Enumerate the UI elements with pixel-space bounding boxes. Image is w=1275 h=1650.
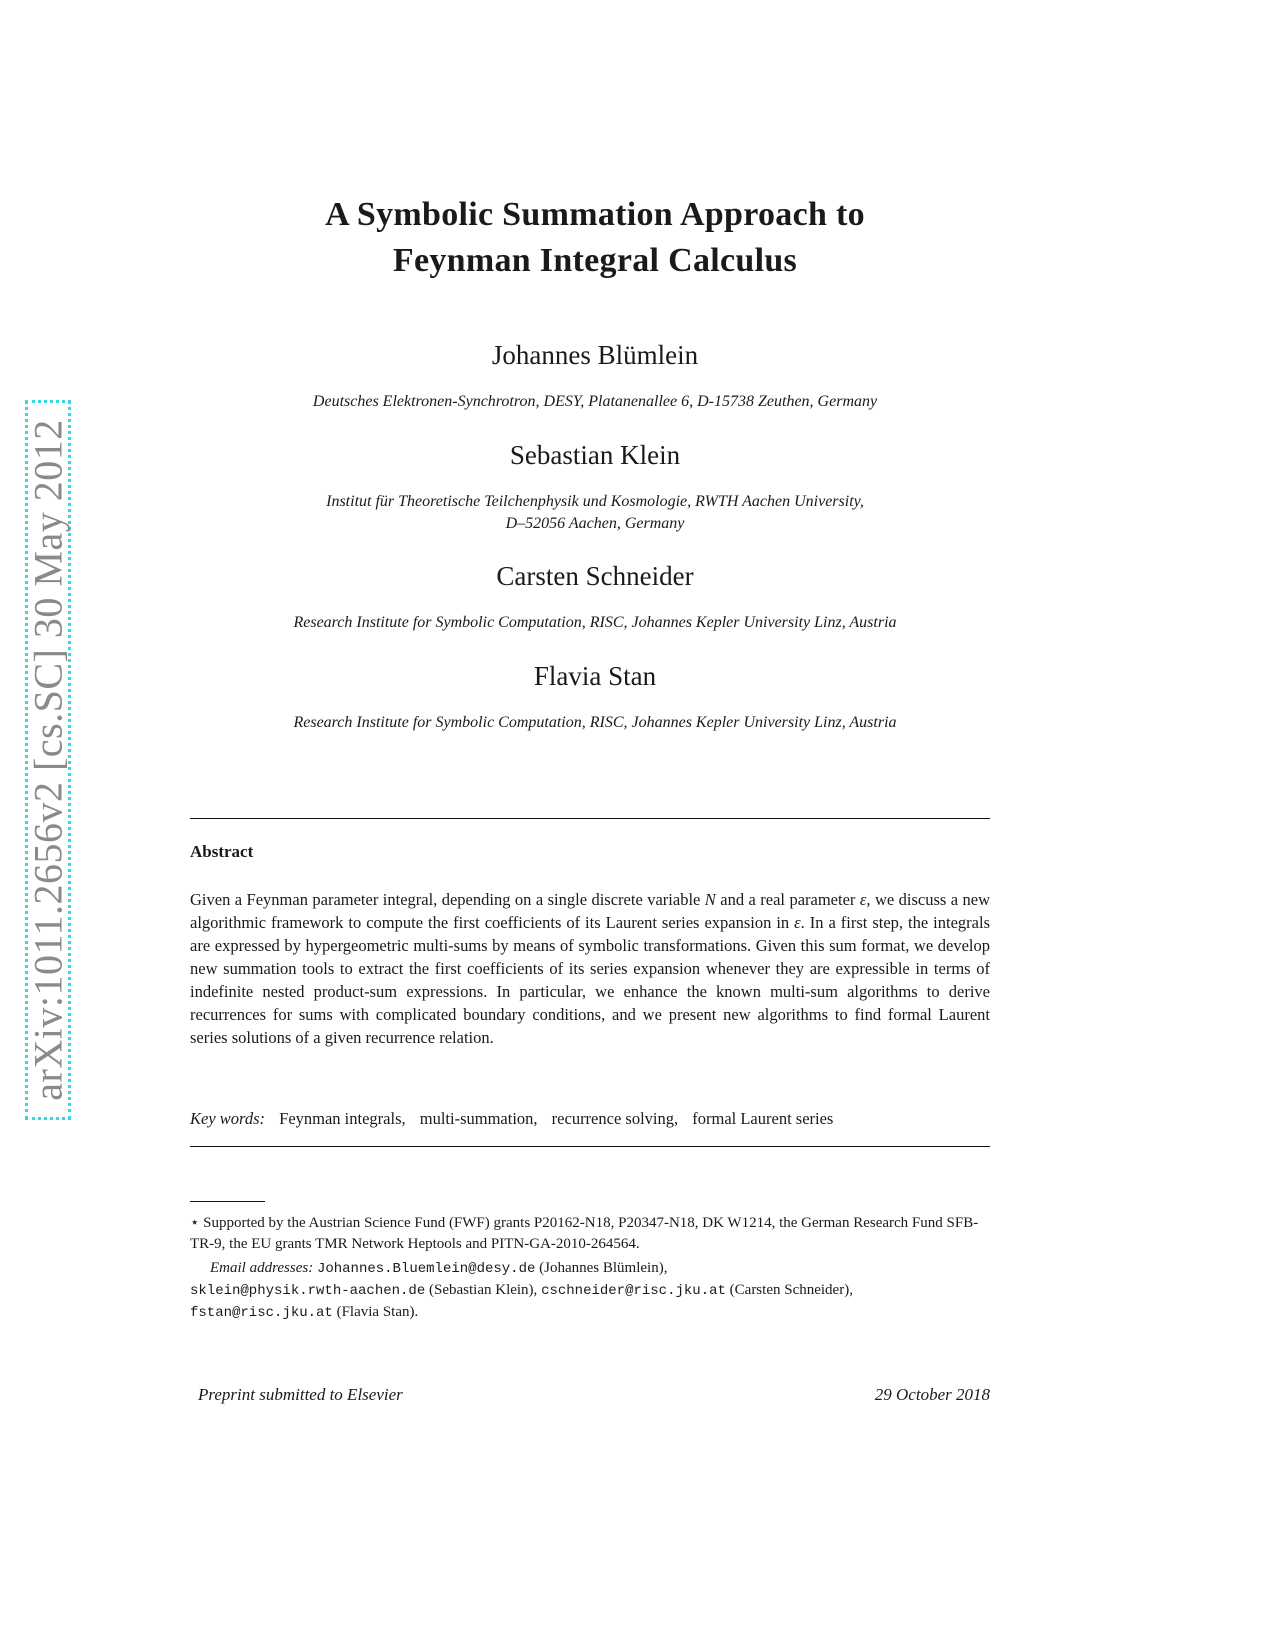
- affiliation-line: Institut für Theoretische Teilchenphysik und Kosmologie, RWTH Aachen University,: [326, 493, 864, 510]
- preprint-date: 29 October 2018: [874, 1385, 990, 1404]
- email-link[interactable]: Johannes.Bluemlein@desy.de: [316, 1261, 536, 1277]
- email-owner: (Johannes Blümlein),: [535, 1260, 668, 1276]
- abstract-heading: Abstract: [190, 842, 254, 861]
- abstract-top-rule: [190, 818, 990, 819]
- author-affiliation: Research Institute for Symbolic Computation, RISC, Johannes Kepler University Linz, Austria: [293, 614, 897, 631]
- keyword: Feynman integrals,: [279, 1109, 406, 1128]
- arxiv-stamp: arXiv:1011.2656v2 [cs.SC] 30 May 2012: [25, 419, 71, 1101]
- footnote-marker: ⋆: [190, 1215, 200, 1231]
- email-owner: (Flavia Stan).: [332, 1304, 419, 1320]
- abstract-segment: and a real parameter: [715, 890, 860, 909]
- keyword: formal Laurent series: [692, 1109, 834, 1128]
- email-label: Email addresses:: [210, 1260, 314, 1276]
- author-name: Flavia Stan: [533, 661, 657, 691]
- keywords-label: Key words:: [190, 1109, 266, 1128]
- author-name: Johannes Blümlein: [491, 340, 699, 370]
- author-affiliation: [180, 491, 1010, 535]
- footnote-funding: [190, 1213, 990, 1255]
- funding-text: Supported by the Austrian Science Fund (FWF) grants P20162-N18, P20347-N18, DK W1214, the German Research Fund SFB-TR-9, the EU grants TMR Network Heptools and PITN-GA-2010-264564.: [190, 1215, 979, 1252]
- abstract-bottom-rule: [190, 1146, 990, 1147]
- affiliation-line: D–52056 Aachen, Germany: [505, 515, 685, 532]
- title-line-1: A Symbolic Summation Approach to: [325, 196, 865, 233]
- author-affiliation: Research Institute for Symbolic Computation, RISC, Johannes Kepler University Linz, Austria: [293, 714, 897, 731]
- author-affiliation: Deutsches Elektronen-Synchrotron, DESY, Platanenallee 6, D-15738 Zeuthen, Germany: [312, 393, 878, 410]
- keywords: [190, 1109, 1010, 1129]
- abstract-text: [190, 888, 990, 1049]
- math-variable: ε: [794, 913, 801, 932]
- math-variable: ε: [859, 890, 867, 909]
- footnote-rule: [190, 1201, 265, 1202]
- author-name: Carsten Schneider: [496, 561, 694, 591]
- email-link[interactable]: fstan@risc.jku.at: [190, 1305, 333, 1321]
- email-link[interactable]: sklein@physik.rwth-aachen.de: [190, 1283, 426, 1299]
- abstract-segment: , we discuss a new algorithmic framework to compute the first coefficients of its Laurent series expansion in: [190, 890, 990, 932]
- preprint-note: Preprint submitted to Elsevier: [198, 1385, 403, 1404]
- math-variable: N: [704, 890, 716, 909]
- keyword: multi-summation,: [419, 1109, 538, 1128]
- paper-title: [180, 192, 1010, 284]
- email-owner: (Sebastian Klein),: [425, 1282, 542, 1298]
- title-line-2: Feynman Integral Calculus: [392, 242, 798, 279]
- footnote-emails: [190, 1258, 990, 1324]
- email-owner: (Carsten Schneider),: [725, 1282, 853, 1298]
- email-link[interactable]: cschneider@risc.jku.at: [541, 1283, 726, 1299]
- abstract-segment: . In a first step, the integrals are expressed by hypergeometric multi-sums by means of symbolic transformations. Given this sum format, we develop new summation tools to extract the first coefficients of its series expansion whenever they are expressible in terms of indefinite nested product-sum expressions. In particular, we enhance the known multi-sum algorithms to derive recurrences for sums with complicated boundary conditions, and we present new algorithms to find formal Laurent series solutions of a given recurrence relation.: [190, 913, 990, 1047]
- abstract-segment: Given a Feynman parameter integral, depending on a single discrete variable: [190, 890, 705, 909]
- keyword: recurrence solving,: [551, 1109, 679, 1128]
- author-name: Sebastian Klein: [509, 440, 681, 470]
